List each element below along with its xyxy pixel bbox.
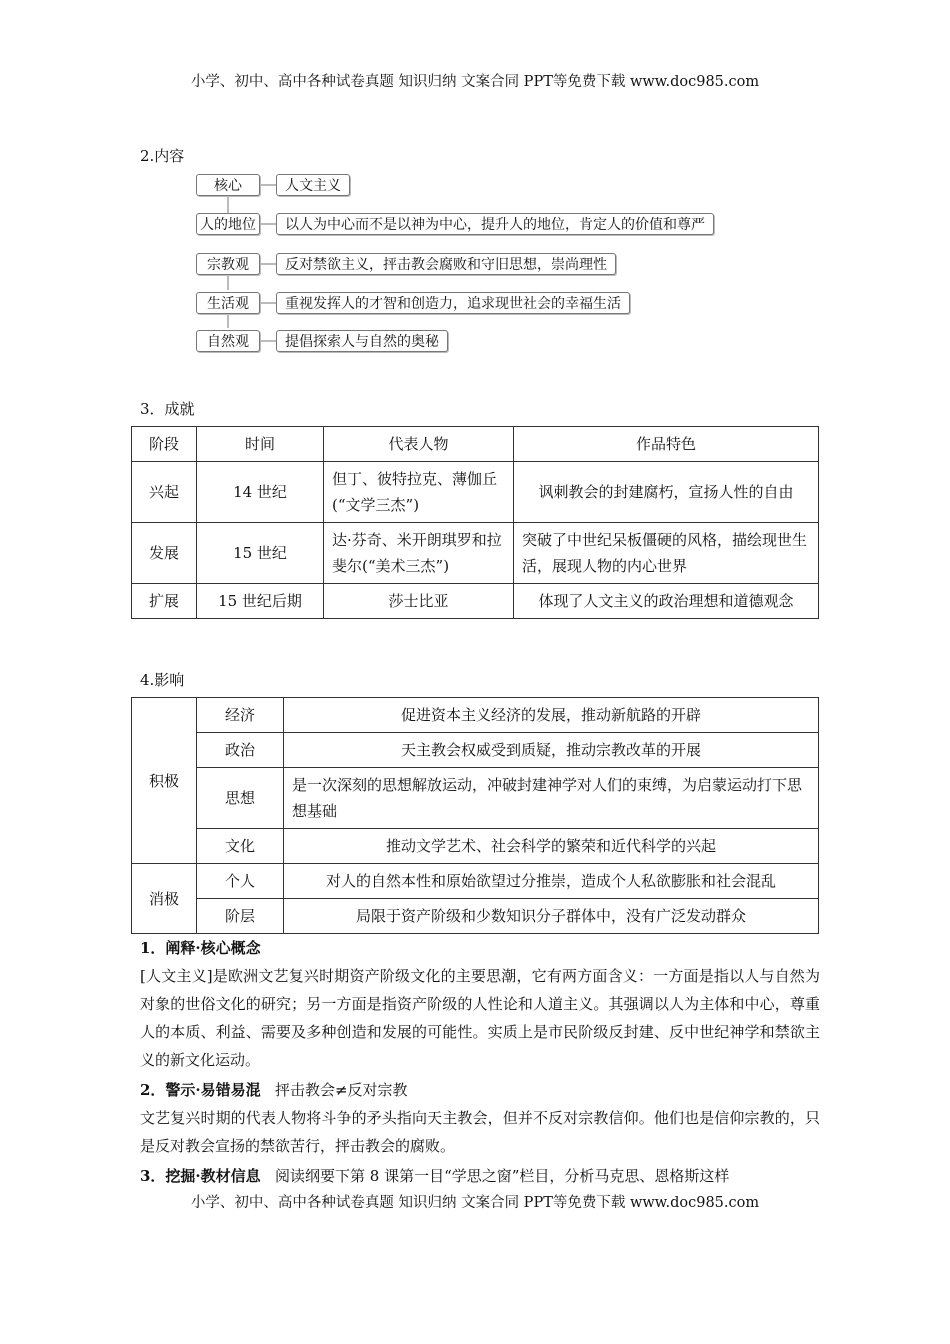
diagram-text-religion: 反对禁欲主义，抨击教会腐败和守旧思想，崇尚理性 xyxy=(276,253,616,275)
note1-title: 1．阐释·核心概念 xyxy=(140,939,261,957)
influence-section-title: 4.影响 xyxy=(140,671,185,689)
diagram-text-core: 人文主义 xyxy=(276,174,350,196)
note3-body: 阅读纲要下第 8 课第一目“学思之窗”栏目，分析马克思、恩格斯这样 xyxy=(274,1167,730,1185)
aspect-cell: 经济 xyxy=(197,698,284,733)
content-section-title: 2.内容 xyxy=(140,147,185,165)
people-cell: 但丁、彼特拉克、薄伽丘(“文学三杰”) xyxy=(324,462,514,523)
content-diagram xyxy=(194,170,764,360)
note2-title: 2．警示·易错易混 xyxy=(140,1081,261,1099)
table-header-cell: 代表人物 xyxy=(324,427,514,462)
table-header-cell: 作品特色 xyxy=(514,427,819,462)
diagram-text-life: 重视发挥人的才智和创造力，追求现世社会的幸福生活 xyxy=(276,292,630,314)
table-row xyxy=(132,768,819,829)
aspect-cell: 政治 xyxy=(197,733,284,768)
note1-body: [人文主义]是欧洲文艺复兴时期资产阶级文化的主要思潮，它有两方面含义：一方面是指以人与自然为对象的世俗文化的研究；另一方面是指资产阶级的人性论和人道主义。其强调以人为主体和中心，尊重人的本质、利益、需要及多种创造和发展的可能性。实质上是市民阶级反封建、反中世纪神学和禁欲主义的新文化运动。 xyxy=(140,967,820,1069)
table-header-row xyxy=(132,427,819,462)
diagram-text-human-status: 以人为中心而不是以神为中心，提升人的地位，肯定人的价值和尊严 xyxy=(276,213,714,235)
diagram-label-nature: 自然观 xyxy=(196,330,260,352)
people-cell: 莎士比亚 xyxy=(324,584,514,619)
diagram-text-nature: 提倡探索人与自然的奥秘 xyxy=(276,330,448,352)
achievement-table xyxy=(131,426,819,619)
influence-text-cell: 局限于资产阶级和少数知识分子群体中，没有广泛发动群众 xyxy=(284,899,819,934)
table-row xyxy=(132,698,819,733)
influence-table xyxy=(131,697,819,934)
page-footer: 小学、初中、高中各种试卷真题 知识归纳 文案合同 PPT等免费下载 www.doc985.com xyxy=(190,1195,760,1211)
table-row xyxy=(132,523,819,584)
table-row xyxy=(132,899,819,934)
note3-title: 3．挖掘·教材信息 xyxy=(140,1167,261,1185)
time-cell: 15 世纪后期 xyxy=(197,584,324,619)
table-header-cell: 时间 xyxy=(197,427,324,462)
stage-cell: 发展 xyxy=(132,523,197,584)
positive-label-cell: 积极 xyxy=(132,698,197,864)
negative-label-cell: 消极 xyxy=(132,864,197,934)
diagram-label-religion: 宗教观 xyxy=(196,253,260,275)
influence-text-cell: 促进资本主义经济的发展，推动新航路的开辟 xyxy=(284,698,819,733)
page-header: 小学、初中、高中各种试卷真题 知识归纳 文案合同 PPT等免费下载 www.doc985.com xyxy=(190,74,760,90)
table-row xyxy=(132,829,819,864)
table-row xyxy=(132,864,819,899)
diagram-label-core: 核心 xyxy=(196,174,260,196)
feature-cell: 讽刺教会的封建腐朽，宣扬人性的自由 xyxy=(514,462,819,523)
influence-text-cell: 对人的自然本性和原始欲望过分推崇，造成个人私欲膨胀和社会混乱 xyxy=(284,864,819,899)
influence-text-cell: 推动文学艺术、社会科学的繁荣和近代科学的兴起 xyxy=(284,829,819,864)
notes-section xyxy=(140,932,820,1190)
feature-cell: 体现了人文主义的政治理想和道德观念 xyxy=(514,584,819,619)
aspect-cell: 阶层 xyxy=(197,899,284,934)
diagram-label-life: 生活观 xyxy=(196,292,260,314)
influence-text-cell: 天主教会权威受到质疑，推动宗教改革的开展 xyxy=(284,733,819,768)
influence-text-cell: 是一次深刻的思想解放运动，冲破封建神学对人们的束缚，为启蒙运动打下思想基础 xyxy=(284,768,819,829)
aspect-cell: 个人 xyxy=(197,864,284,899)
table-row xyxy=(132,462,819,523)
time-cell: 14 世纪 xyxy=(197,462,324,523)
note2-body: 文艺复兴时期的代表人物将斗争的矛头指向天主教会，但并不反对宗教信仰。他们也是信仰宗教的，只是反对教会宣扬的禁欲苦行，抨击教会的腐败。 xyxy=(140,1109,820,1155)
stage-cell: 兴起 xyxy=(132,462,197,523)
aspect-cell: 思想 xyxy=(197,768,284,829)
diagram-label-human-status: 人的地位 xyxy=(196,213,260,235)
table-row xyxy=(132,584,819,619)
note2-subtitle: 抨击教会≠反对宗教 xyxy=(274,1081,408,1099)
table-header-cell: 阶段 xyxy=(132,427,197,462)
stage-cell: 扩展 xyxy=(132,584,197,619)
table-row xyxy=(132,733,819,768)
people-cell: 达·芬奇、米开朗琪罗和拉斐尔(“美术三杰”) xyxy=(324,523,514,584)
aspect-cell: 文化 xyxy=(197,829,284,864)
time-cell: 15 世纪 xyxy=(197,523,324,584)
achievement-section-title: 3．成就 xyxy=(140,400,195,418)
feature-cell: 突破了中世纪呆板僵硬的风格，描绘现世生活，展现人物的内心世界 xyxy=(514,523,819,584)
